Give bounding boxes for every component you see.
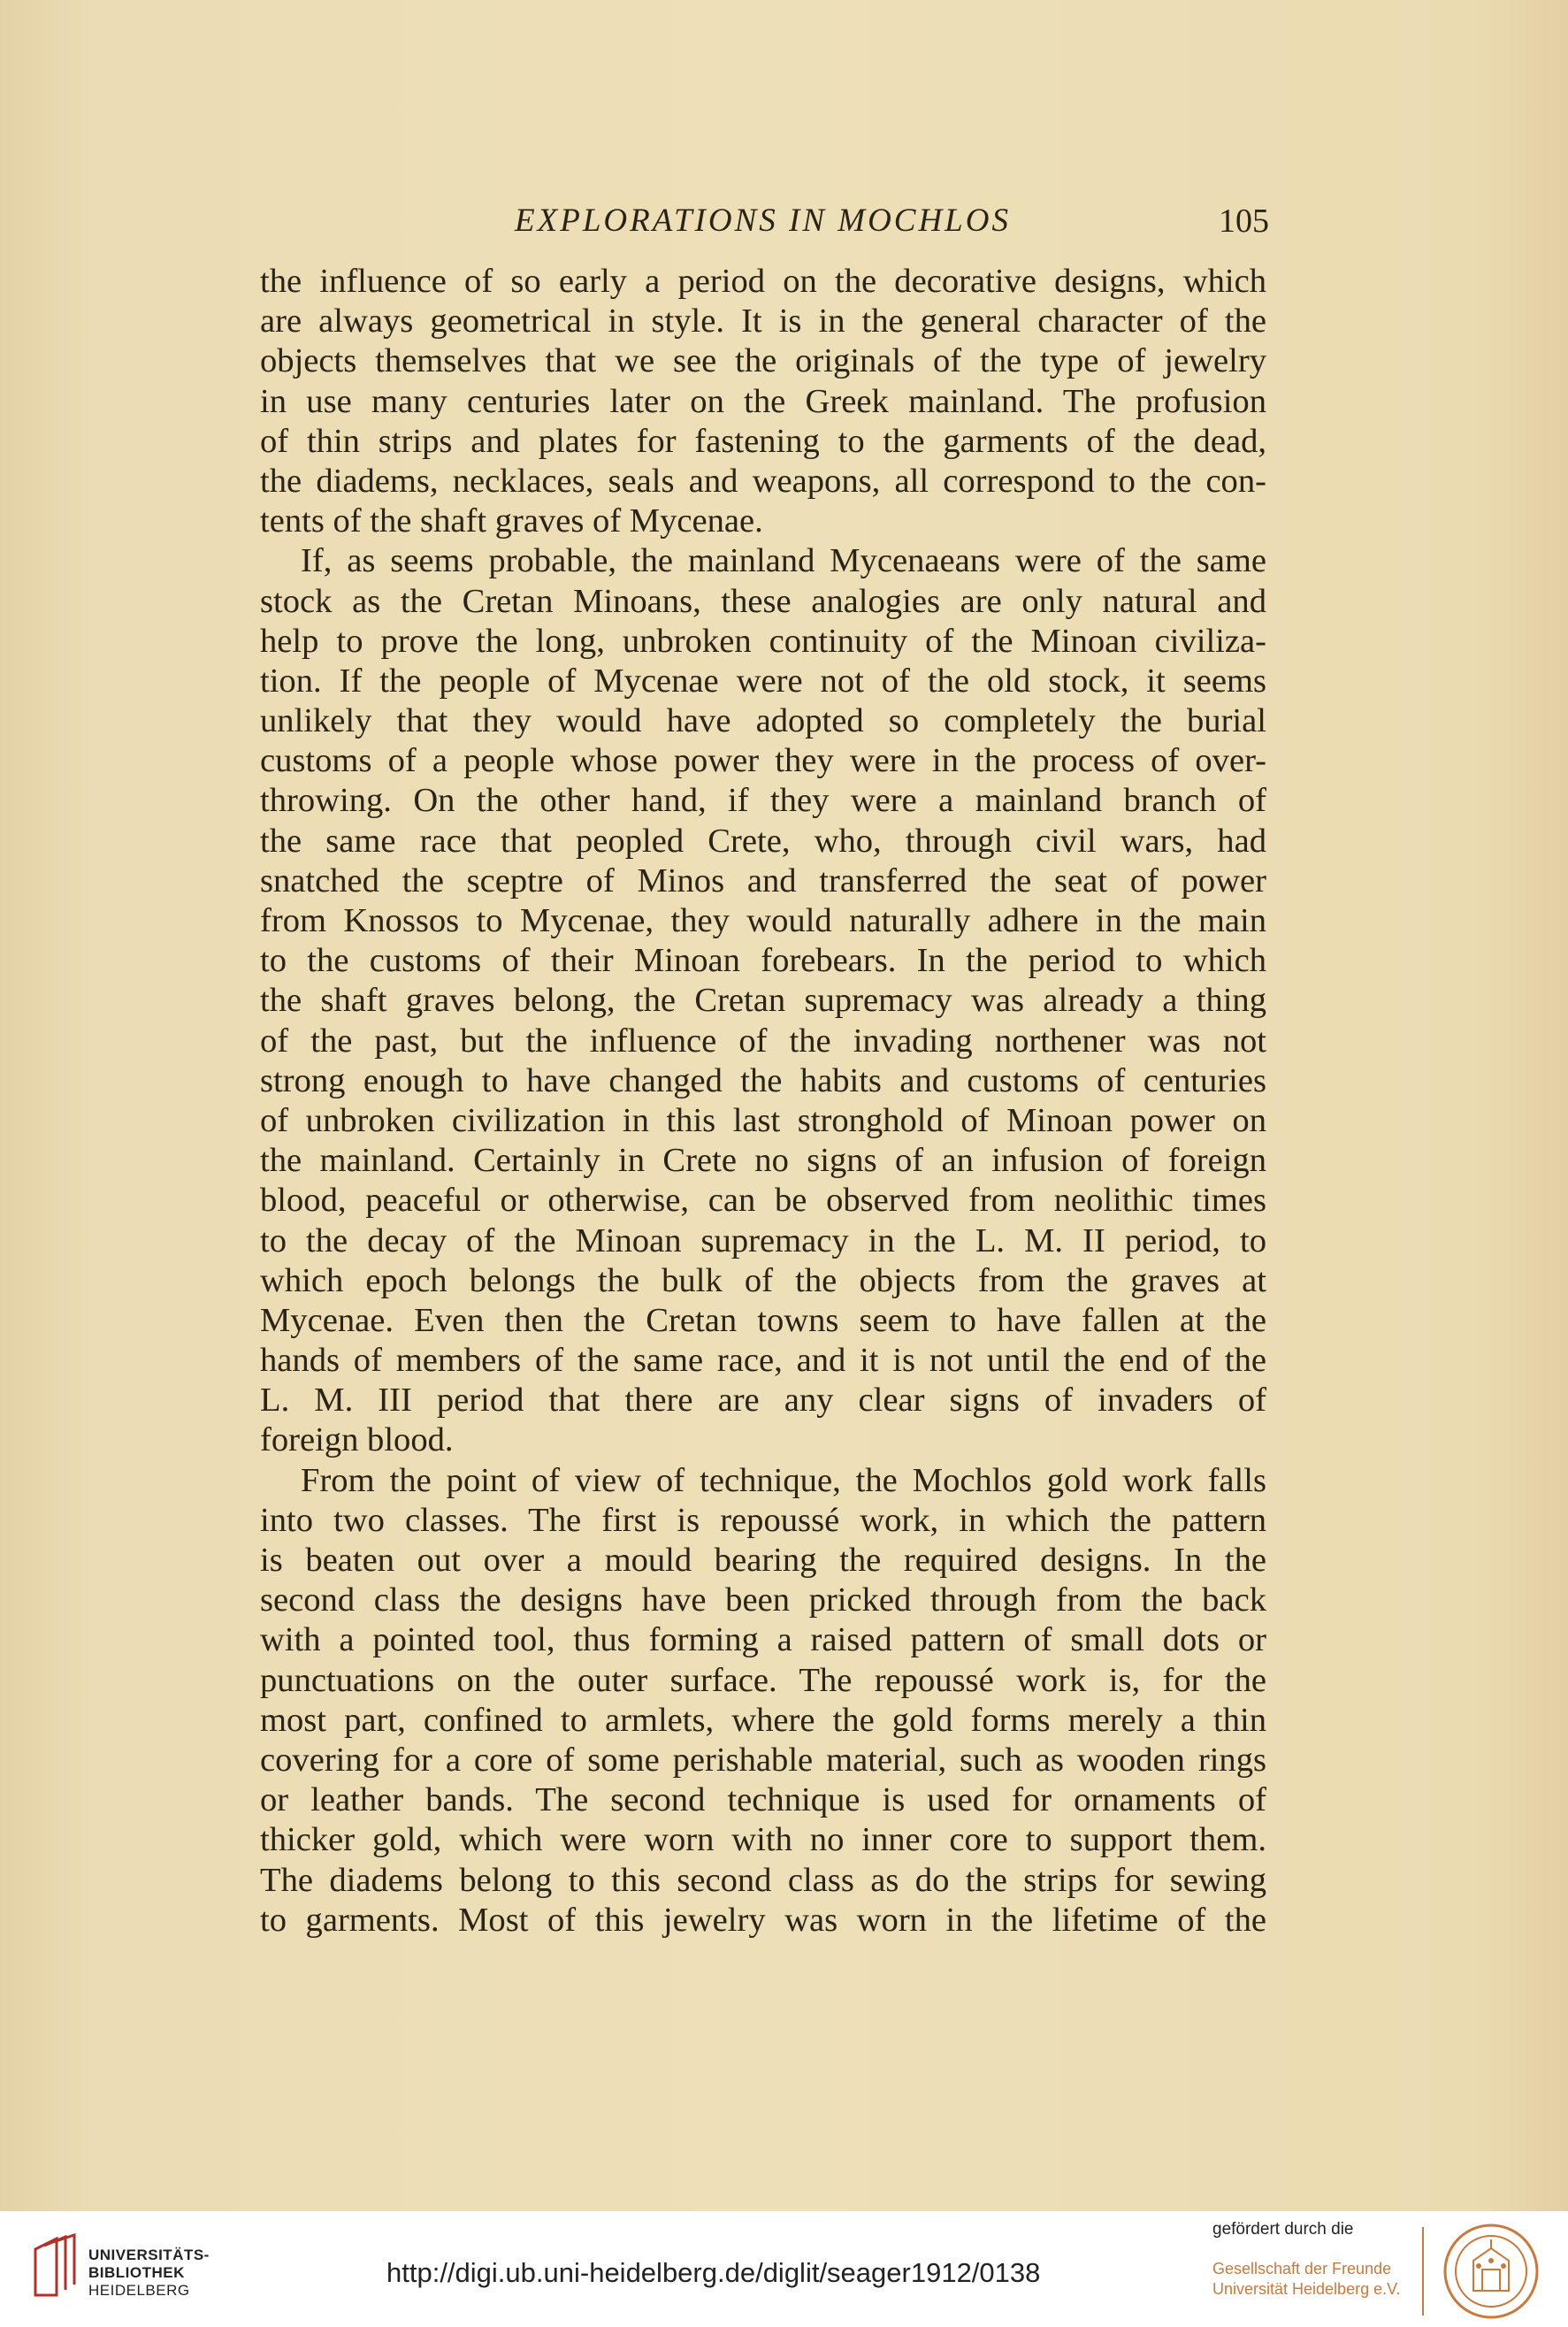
library-logo-icon (27, 2233, 78, 2302)
text-line: unlikely that they would have adopted so completely the burial (260, 702, 1266, 740)
university-seal-icon (1442, 2222, 1541, 2321)
text-line: thicker gold, which were worn with no inner core to support them. (260, 1821, 1266, 1859)
text-line: of the past, but the influence of the invading northener was not (260, 1022, 1266, 1060)
text-line: snatched the sceptre of Minos and transferred the seat of power (260, 861, 1266, 899)
running-title: EXPLORATIONS IN MOCHLOS (515, 203, 1011, 239)
text-line: second class the designs have been pricked through from the back (260, 1581, 1266, 1619)
text-line: of thin strips and plates for fastening to the garments of the dead, (260, 422, 1266, 460)
text-line: Mycenae. Even then the Cretan towns seem to have fallen at the (260, 1301, 1266, 1339)
text-line: blood, peaceful or otherwise, can be observed from neolithic times (260, 1182, 1266, 1220)
footer-divider (1422, 2227, 1424, 2316)
paragraph-start: If, as seems probable, the mainland Mycenaeans were of the same (301, 542, 1266, 580)
text-line: covering for a core of some perishable material, such as wooden rings (260, 1741, 1266, 1779)
text-line: The diadems belong to this second class as do the strips for sewing (260, 1861, 1266, 1899)
text-line: the influence of so early a period on the decorative designs, which (260, 263, 1266, 300)
sponsor-name-line: Universität Heidelberg e.V. (1212, 2280, 1401, 2298)
library-name-line: HEIDELBERG (88, 2282, 190, 2299)
text-line: to the decay of the Minoan supremacy in the L. M. II period, to (260, 1221, 1266, 1259)
text-line: to garments. Most of this jewelry was worn in the lifetime of the (260, 1901, 1266, 1939)
text-line: to the customs of their Minoan forebears. In the period to which (260, 942, 1266, 980)
paragraph-start: From the point of view of technique, the Mochlos gold work falls (301, 1461, 1266, 1499)
text-line: tion. If the people of Mycenae were not of the old stock, it seems (260, 662, 1266, 700)
text-line: most part, confined to armlets, where the gold forms merely a thin (260, 1701, 1266, 1739)
text-line: from Knossos to Mycenae, they would naturally adhere in the main (260, 902, 1266, 939)
text-line: in use many centuries later on the Greek mainland. The profusion (260, 382, 1266, 420)
running-head (256, 202, 1269, 246)
text-line: are always geometrical in style. It is in the general character of the (260, 302, 1266, 341)
sponsor-name (1212, 2259, 1400, 2300)
text-line: L. M. III period that there are any clear signs of invaders of (260, 1382, 1266, 1420)
text-line: punctuations on the outer surface. The repoussé work is, for the (260, 1661, 1266, 1699)
text-line: into two classes. The first is repoussé work, in which the pattern (260, 1501, 1266, 1539)
text-line: the diadems, necklaces, seals and weapons, all correspond to the con- (260, 462, 1266, 500)
text-line: or leather bands. The second technique is used for ornaments of (260, 1781, 1266, 1819)
page-number: 105 (1219, 203, 1269, 240)
text-line: hands of members of the same race, and it is not until the end of the (260, 1342, 1266, 1380)
text-line: customs of a people whose power they were in the process of over- (260, 742, 1266, 780)
text-line: help to prove the long, unbroken continuity of the Minoan civiliza- (260, 622, 1266, 660)
permalink-url[interactable]: http://digi.ub.uni-heidelberg.de/diglit/seager1912/0138 (386, 2257, 1041, 2288)
library-name-line: UNIVERSITÄTS- (88, 2247, 210, 2263)
text-line: foreign blood. (260, 1421, 454, 1459)
text-line: stock as the Cretan Minoans, these analogies are only natural and (260, 582, 1266, 620)
text-line: is beaten out over a mould bearing the required designs. In the (260, 1542, 1266, 1579)
library-name-line: BIBLIOTHEK (88, 2264, 185, 2281)
library-name (88, 2247, 210, 2300)
text-line: the shaft graves belong, the Cretan supremacy was already a thing (260, 982, 1266, 1020)
text-line: strong enough to have changed the habits and customs of centuries (260, 1061, 1266, 1099)
text-line: tents of the shaft graves of Mycenae. (260, 502, 763, 540)
sponsor-name-line: Gesellschaft der Freunde (1212, 2260, 1392, 2277)
text-line: the same race that peopled Crete, who, through civil wars, had (260, 822, 1266, 860)
text-line: which epoch belongs the bulk of the objects from the graves at (260, 1261, 1266, 1299)
body-text (260, 262, 1266, 1940)
text-line: throwing. On the other hand, if they were a mainland branch of (260, 782, 1266, 820)
text-line: of unbroken civilization in this last stronghold of Minoan power on (260, 1101, 1266, 1139)
text-line: objects themselves that we see the originals of the type of jewelry (260, 342, 1266, 380)
text-line: with a pointed tool, thus forming a raised pattern of small dots or (260, 1621, 1266, 1659)
sponsor-label: gefördert durch die (1212, 2220, 1354, 2239)
text-line: the mainland. Certainly in Crete no signs of an infusion of foreign (260, 1142, 1266, 1180)
